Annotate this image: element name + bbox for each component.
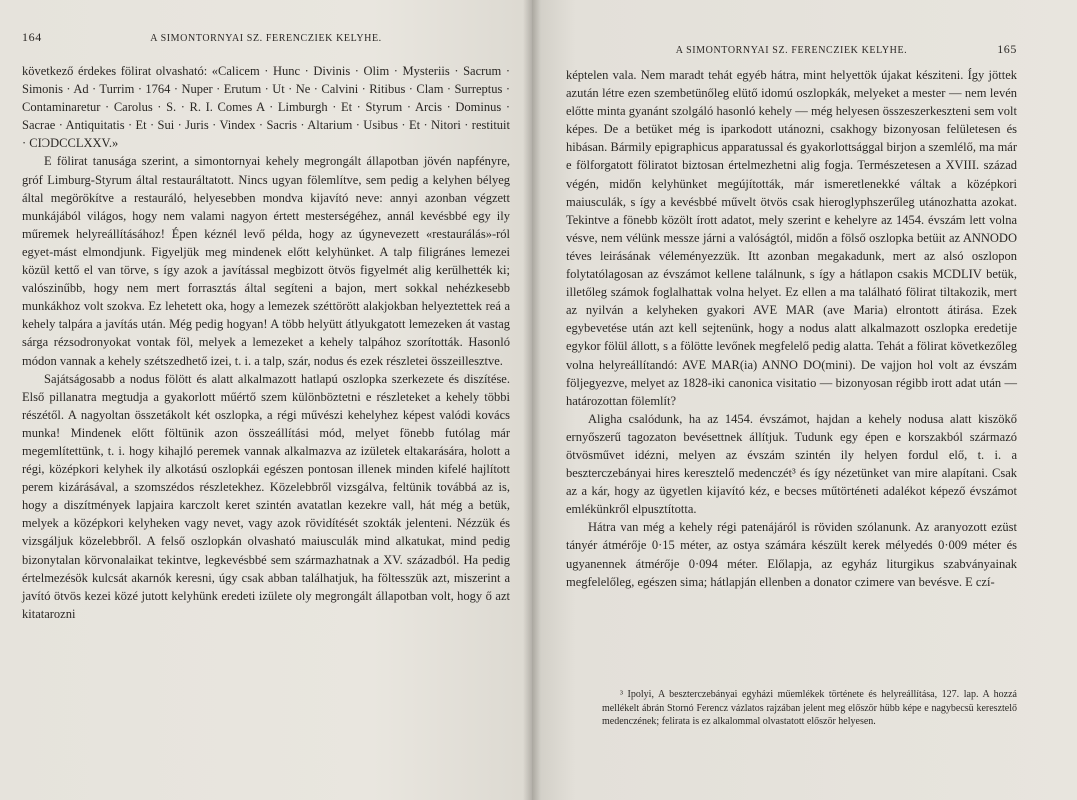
right-paragraph-2: Aligha csalódunk, ha az 1454. évszámot, hajdan a kehely nodusa alatt kiszökő ernyőszerű tagozaton bevésettnek állítjuk. Tudunk egy épen e korszakból származó ötvösművet idézni, melyen az évszám szintén ily helyen fordul elő, t. i. a beszterczebányai hires keresztelő medenczét³ és így nézetünket van mire alapítani. Csak az a kár, hogy az ügyetlen kijavító kéz, e becses műtörténeti adalékot képező évszámot emlékünkről elpusztította.: [566, 411, 1017, 517]
left-page: [0, 0, 532, 800]
right-paragraph-3: Hátra van még a kehely régi patenájáról is röviden szólanunk. Az aranyozott ezüst tányér átmérője 0·15 méter, az ostya számára készült kerek mélyedés 0·009 méter és ugyanennek átmérője 0·094 méter. Előlapja, az egyház liturgikus szabványainak megfelelőleg, egészen sima; hátlapján ellenben a donator czimere van bevésve. E czí-: [566, 520, 1017, 589]
left-paragraph-2: E fölirat tanusága szerint, a simontornyai kehely megrongált állapotban jövén napfényre, gróf Limburg-Styrum által restauráltatott. Nincs ugyan fölemlítve, sem pedig a kelyhen bélyeg által megörökítve a restauráló, helyesebben mondva kijavító neve: annyi azonban végzett munkájából világos, hogy nem valami nagyon értett mesterségéhez, annál kevésbbé egy ily műremek helyreállításához! Épen kéznél levő példa, hogy az úgynevezett «restaurálás»-ról egyet-mást elmondjunk. Figyeljük meg mindenek előtt kelyhünket. A talp filigránes lemezei közül kettő el van törve, s így azok a javítással megbizott ötvös figyelmét alig kerülhették ki; valószinűbb, hogy nem mert forrasztás által segíteni a bajon, mert sokkal nehézkesebb munkákhoz volt szokva. Ez lehetett oka, hogy a lemezek széttörött alakjokban helyeztettek reá a kehely talpára a javítás után. Még pedig hogyan! A több helyütt átlyukgatott lemezeken át vastag sárga rézsodronyokat vontak föl, melyek a lemezeket a kehely talpához szorították. Hasonló módon vannak a kehely szétszedhető izei, t. i. a talp, szár, nodus és ezek részletei összeillesztve.: [22, 154, 510, 368]
left-page-number: 164: [22, 30, 42, 44]
left-paragraph-3: Sajátságosabb a nodus fölött és alatt alkalmazott hatlapú oszlopka szerkezete és diszítése. Első pillanatra megtudja a gyakorlott műértő szem különböztetni e részleteket a kehely többi részétől. A nagyoltan összetákolt két oszlopka, a régi művészi kehelyhez képest valódi kovács munka! Mindenek előtt föltünik azon összeállítási mód, melyet fönebb futólag már megemlítettünk, t. i. hogy kihajló peremek vannak alkalmazva az izületek eltakarására, holott a régi, középkori kelyhek ily alkotású oszlopkái egészen pontosan illenek minden kifelé hajlított perem kizárásával, a szomszédos részletekhez. Közelebbről vizsgálva, feltünik továbbá az is, hogy a diszítmények lapjaira karczolt keret szintén avatatlan kezekre vall, hát még a betük, melyek a középkori kelyheken vagy nevet, vagy azok rövidítését szokták jelenteni. Nézzük és vizsgáljuk közelebbről. A felső oszlopkán olvasható maiusculák mind alkatukat, mind pedig bizonytalan körvonalaikat tekintve, legkevésbbé sem származhatnak a XV. századból. Ha pedig értelmezésök kulcsát akarnók keresni, úgy csak abban találhatjuk, ha föltesszük azt, miszerint a javító ötvös kezei közé jutott kelyhünk eredeti izülete oly megrongált állapotban volt, hogy ő azt kitatarozni: [22, 371, 510, 621]
left-running-title: A SIMONTORNYAI SZ. FERENCZIEK KELYHE.: [150, 33, 382, 44]
footnote-3: ³ Ipolyi, A beszterczebányai egyházi műemlékek története és helyreállítása, 127. lap. A hozzá mellékelt ábrán Stornó Ferencz vázlatos rajzában jelent meg először hübb képe e nagybecsü keresztelő medenczének; felirata is ez alkalommal olvastatott először helyesen.: [602, 689, 1017, 727]
right-page-number: 165: [997, 42, 1017, 56]
footnote-area: [602, 688, 1017, 729]
left-running-head: [22, 28, 510, 42]
right-running-head: [566, 40, 1017, 54]
right-paragraph-1: képtelen vala. Nem maradt tehát egyéb hátra, mint helyettök újakat késziteni. Így jöttek azután létre ezen szembetünőleg elütő idomú oszlopkák, melyeket a mester — nem levén előtte minta gyanánt szolgáló hasonló kehely — még helyesen összeszerkeszteni sem volt képes. De a betüket még is iparkodott utánozni, csakhogy bizonyosan felületesen és hibásan. Bármily epigraphicus apparatussal és gyakorlottsággal birjon a szemlélő, ma már e fölforgatott föliratot biztosan értelmezhetni alig fogja. Természetesen a XVIII. század végén, midőn kelyhünket megújították, már ismeretlenekké váltak a középkori maiusculák, s így a kevésbbé művelt ötvös csak hieroglyphszerűleg utánozhatta azokat. Tekintve a fönebb közölt írott adatot, mely szerint e kehelyre az 1454. évszám lett volna vésve, nem vélünk messze járni a valóságtól, midőn a fölső oszlopka betüit az ANNODO téves leirásának véleményezzük. Itt azonban megakadunk, mert az alsó oszlopon folytatólagosan az évszámot kellene találnunk, s így a hátlapon csakis MCDLIV betük, illetőleg számok foglalhattak volna helyet. Ez ellen a ma található fölirat tiltakozik, mert az nyilván a kelyheken gyakori AVE MAR (ave Maria) elrontott átirása. Ezek egybevetése után azt kell sejtenünk, hogy a nodus alatt alkalmazott oszlopka eredetije egykor fölül állott, s a fölötte levőnek megfelelő pedig alatta. Tehát a fölirat következőleg volna helyreállítandó: AVE MAR(ia) ANNO DO(mini). De vajjon hol volt az évszám följegyezve, melyet az 1828-iki canonica visitatio — bizonyosan régibb irott adat után — határozottan fölemlít?: [566, 68, 1017, 408]
left-paragraph-1: következő érdekes fölirat olvasható: «Calicem · Hunc · Divinis · Olim · Mysteriis · Sacrum · Simonis · Ad · Turrim · 1764 · Nuper · Erutum · Ut · Ne · Calvini · Ritibus · Clam · Surreptus · Contaminaretur · Carolus · S. · R. I. Comes A · Limburgh · Et · Styrum · Arcis · Dominus · Sacrae · Antiquitatis · Et · Sui · Juris · Vindex · Sacris · Altarium · Usibus · Et · Nitori · restituit · CIƆDCCLXXV.»: [22, 64, 510, 151]
right-page: [532, 0, 1077, 800]
right-running-title: A SIMONTORNYAI SZ. FERENCZIEK KELYHE.: [675, 45, 908, 56]
